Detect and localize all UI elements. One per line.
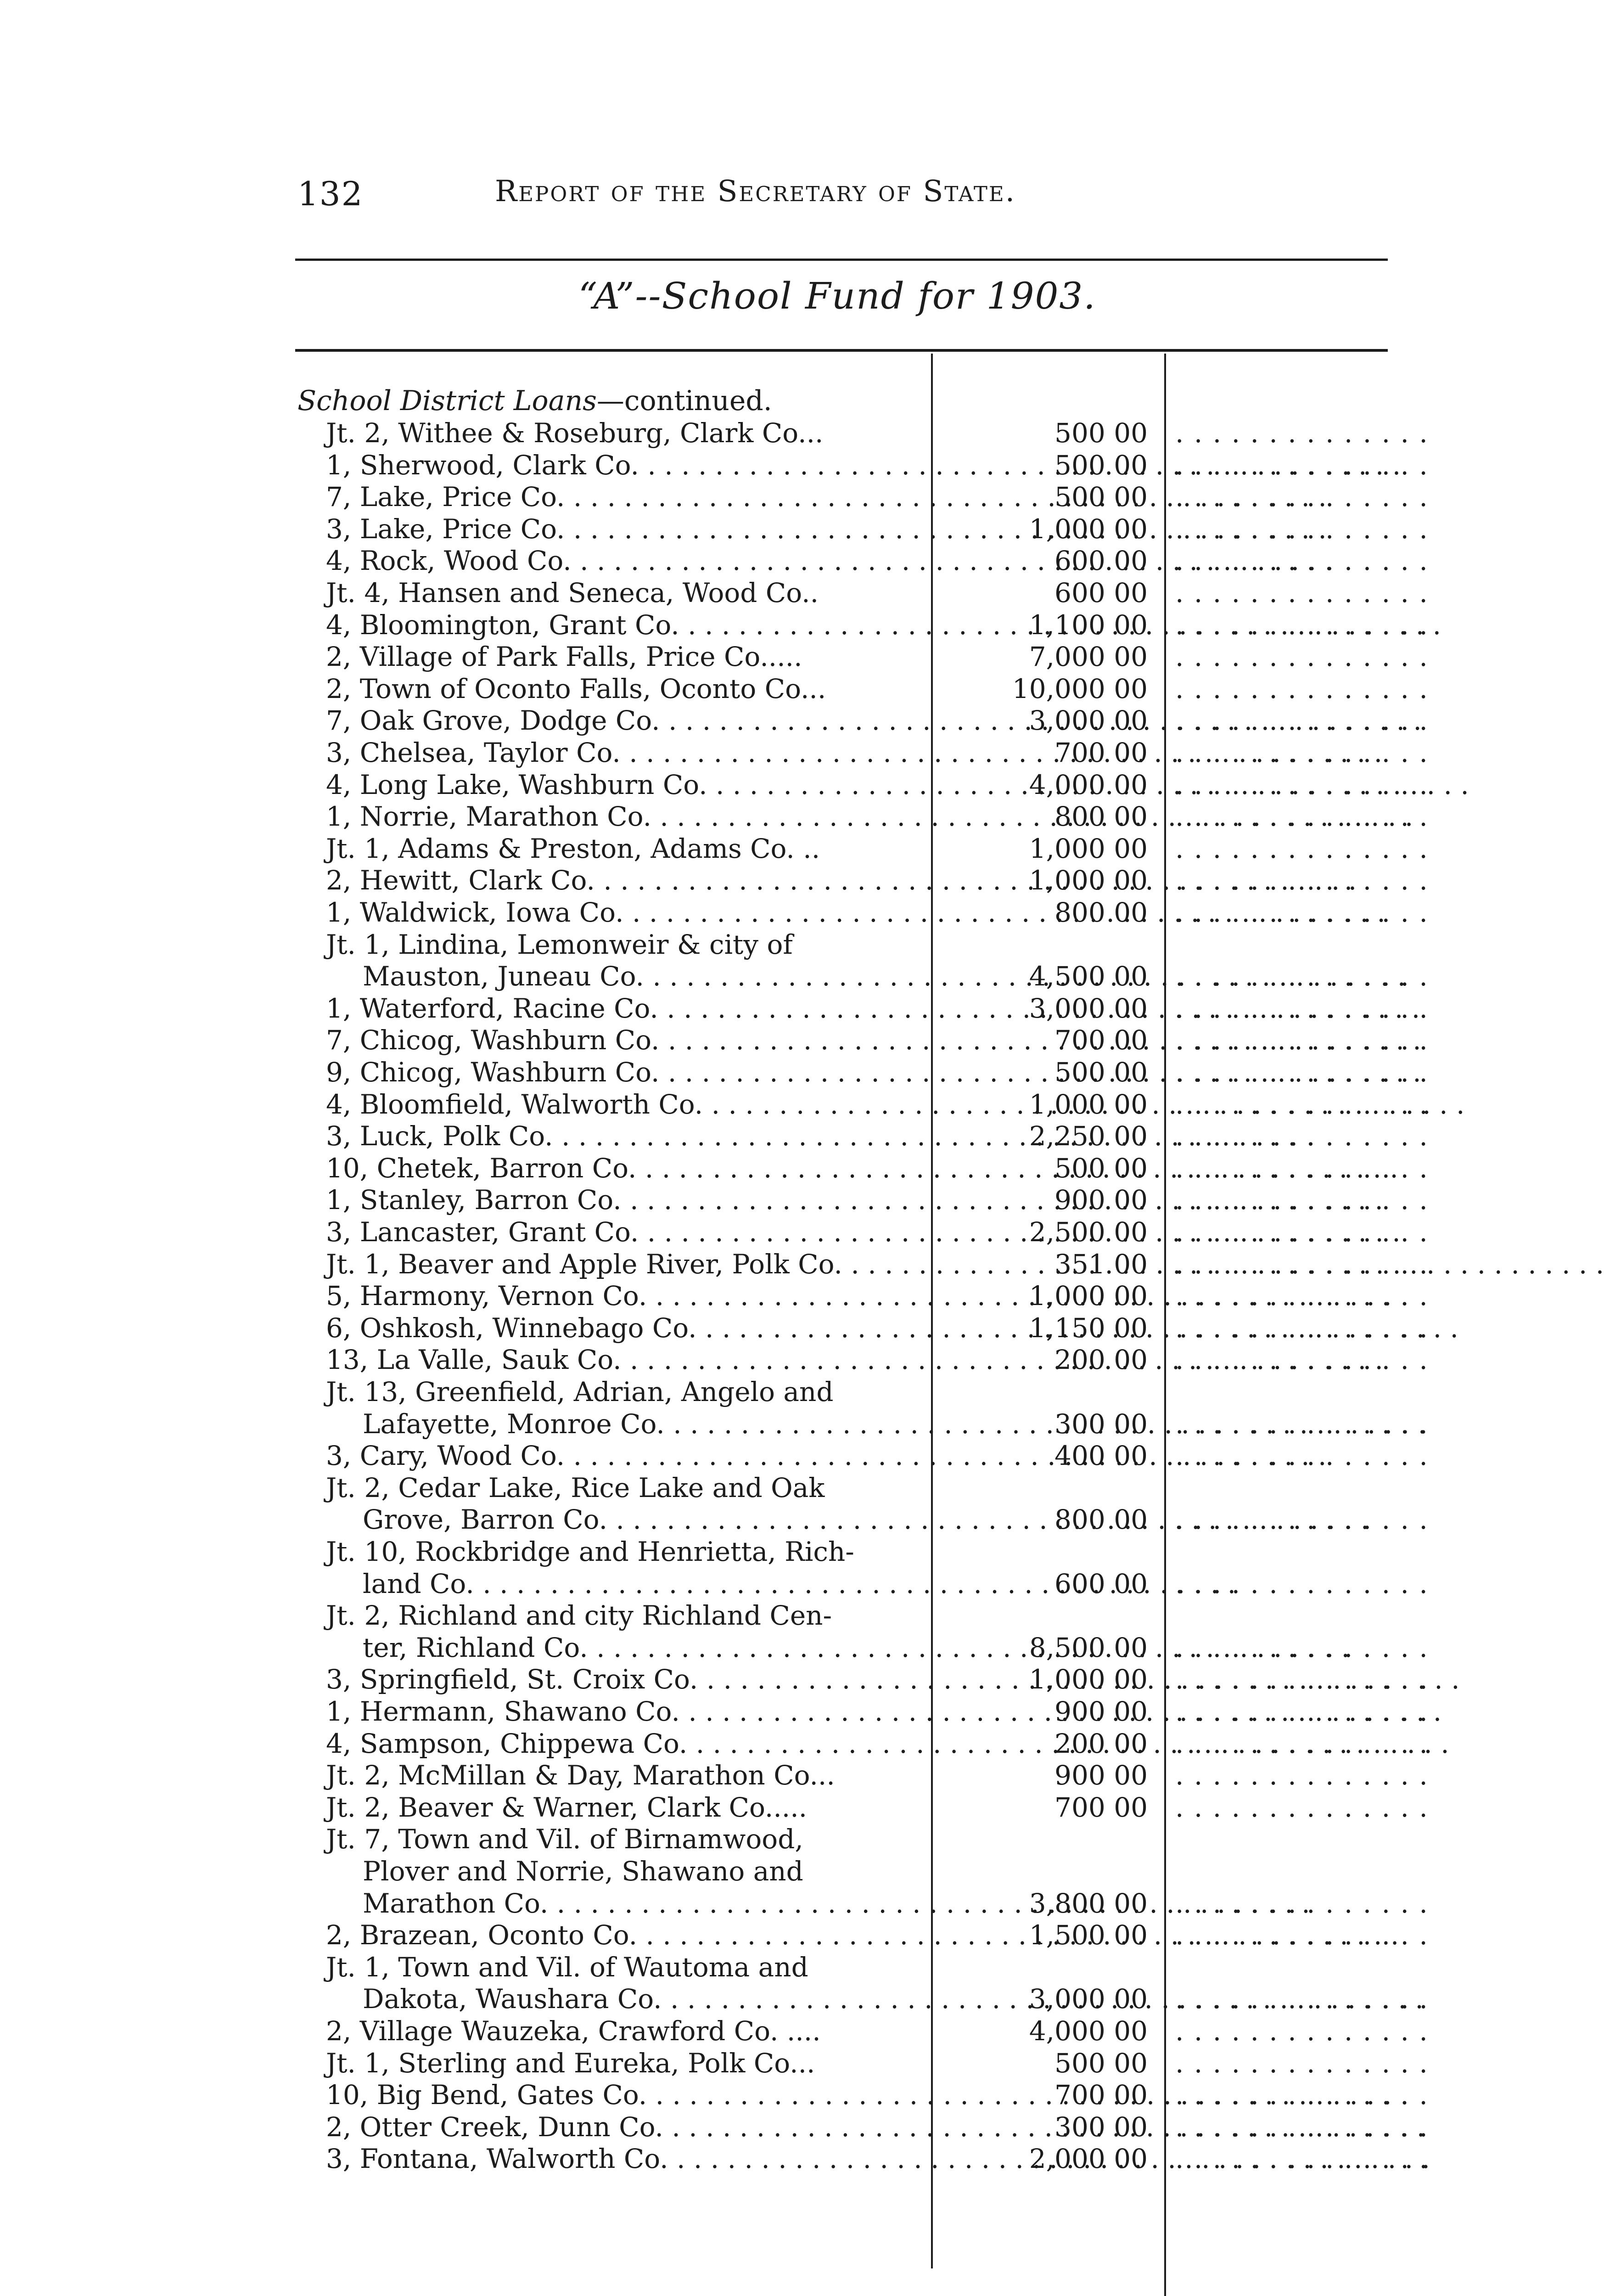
entry-amount: 4,500 00 (1029, 961, 1148, 992)
page-number: 132 (297, 174, 364, 213)
entry-amount: 400 00 (1054, 1440, 1148, 1472)
leader-dots: . . . . . . . . . . . . . . (1175, 1696, 1429, 1727)
entry-label: Jt. 2, Beaver & Warner, Clark Co..... (326, 1791, 808, 1823)
leader-dots: . . . . . . . . . . . . . . (1175, 1983, 1429, 2015)
table-row (0, 417, 1432, 449)
entry-label: 2, Hewitt, Clark Co. . . . (326, 864, 923, 896)
header-rule (295, 259, 1388, 261)
entry-amount: 600 00 (1054, 1568, 1148, 1599)
leader-dots: . . . . . . . . . . . . . . (1175, 769, 1429, 800)
entry-amount: 800 00 (1054, 897, 1148, 928)
table-row (0, 1408, 1432, 1440)
entry-label: Jt. 13, Greenfield, Adrian, Angelo and (326, 1376, 834, 1407)
table-row (0, 1759, 1432, 1791)
entry-amount: 4,000 00 (1029, 2015, 1148, 2047)
leader-dots: . . . . . . . . . . . . . . (1175, 1504, 1429, 1536)
entry-label: 1, Stanley, Barron Co. . . . (326, 1184, 923, 1216)
entry-label: 4, Bloomfield, Walworth Co. . . . (326, 1088, 923, 1120)
leader-dots: . . . . . . . . . . . . . . (1175, 1728, 1429, 1759)
table-row (0, 1951, 1432, 1983)
entry-amount: 700 00 (1054, 2079, 1148, 2111)
entry-label: 3, Luck, Polk Co. . . . (326, 1120, 923, 1152)
leader-dots: . . . . . . . . . . . . . . (1175, 1919, 1429, 1951)
leader-dots: . . . . . . . . . . . . . . (1175, 833, 1429, 864)
table-row (0, 1536, 1432, 1568)
leader-dots: . . . . . . . . . . . . . . (1175, 577, 1429, 608)
table-row (0, 1695, 1432, 1728)
leader-dots: . . . . . . . . . . . . . . (1175, 1344, 1429, 1376)
entry-label: 5, Harmony, Vernon Co. . . . (326, 1280, 923, 1312)
entry-amount: 3,800 00 (1029, 1887, 1148, 1919)
entry-label: Jt. 7, Town and Vil. of Birnamwood, (326, 1823, 803, 1855)
entry-amount: 1,100 00 (1029, 609, 1148, 641)
entry-amount: 3,000 00 (1029, 705, 1148, 737)
entry-amount: 1,000 00 (1029, 833, 1148, 864)
entry-amount: 3,000 00 (1029, 992, 1148, 1024)
leader-dots: . . . . . . . . . . . . . . (1175, 609, 1429, 641)
table-row (0, 2015, 1432, 2047)
table-row (0, 2111, 1432, 2143)
table-row (0, 992, 1432, 1024)
entry-amount: 800 00 (1054, 801, 1148, 833)
entry-amount: 8,500 00 (1029, 1632, 1148, 1663)
table-row (0, 929, 1432, 961)
table-row (0, 1088, 1432, 1120)
table-row (0, 1344, 1432, 1376)
entry-label: 7, Lake, Price Co. . . . (326, 481, 923, 513)
leader-dots: . . . . . . . . . . . . . . (1175, 1280, 1429, 1312)
entry-label-continued: land Co. . . . (363, 1568, 923, 1600)
leader-dots: . . . . . . . . . . . . . . (1175, 1760, 1429, 1791)
entry-amount: 300 00 (1054, 2111, 1148, 2143)
leader-dots: . . . . . . . . . . . . . . (1175, 737, 1429, 768)
entry-amount: 700 00 (1054, 1024, 1148, 1056)
table-row (0, 1887, 1432, 1919)
entry-label-continued: Marathon Co. . . . (363, 1887, 923, 1919)
table-row (0, 1599, 1432, 1632)
leader-dots: . . . . . . . . . . . . . . (1175, 545, 1429, 577)
leader-dots: . . . . . . . . . . . . . . (1175, 1408, 1429, 1440)
entry-amount: 500 00 (1054, 417, 1148, 449)
entry-label: 3, Chelsea, Taylor Co. . . . (326, 737, 923, 769)
section-heading-italic: School District Loans (297, 385, 597, 417)
entry-amount: 1,150 00 (1029, 1312, 1148, 1344)
entry-label: 2, Town of Oconto Falls, Oconto Co... (326, 673, 826, 704)
entry-amount: 500 00 (1054, 2047, 1148, 2079)
entry-label: Jt. 1, Sterling and Eureka, Polk Co... (326, 2047, 815, 2079)
entry-label: 10, Big Bend, Gates Co. . . . (326, 2079, 923, 2111)
leader-dots: . . . . . . . . . . . . . . (1175, 2079, 1429, 2111)
table-row (0, 481, 1432, 513)
entry-label: Jt. 10, Rockbridge and Henrietta, Rich- (326, 1536, 854, 1567)
leader-dots: . . . . . . . . . . . . . . (1175, 513, 1429, 545)
leader-dots: . . . . . . . . . . . . . . (1175, 1887, 1429, 1919)
table-row (0, 1503, 1432, 1536)
leader-dots: . . . . . . . . . . . . . . (1175, 1216, 1429, 1248)
entry-amount: 1,000 00 (1029, 865, 1148, 896)
entry-label: 4, Sampson, Chippewa Co. . . . (326, 1728, 923, 1760)
entry-label: 2, Village Wauzeka, Crawford Co. .... (326, 2015, 821, 2047)
table-row (0, 1216, 1432, 1248)
entry-amount: 1,000 00 (1029, 1088, 1148, 1120)
leader-dots: . . . . . . . . . . . . . . (1175, 1152, 1429, 1184)
entry-amount: 500 00 (1054, 1057, 1148, 1088)
entry-label: 4, Bloomington, Grant Co. . . . (326, 609, 923, 641)
table-row (0, 1376, 1432, 1408)
table-row (0, 673, 1432, 705)
entry-amount: 700 00 (1054, 1791, 1148, 1823)
entry-amount: 2,500 00 (1029, 1216, 1148, 1248)
table-row (0, 641, 1432, 673)
entry-label: Jt. 2, Richland and city Richland Cen- (326, 1600, 832, 1632)
table-row (0, 545, 1432, 577)
table-row (0, 1056, 1432, 1088)
table-row (0, 1728, 1432, 1760)
entry-label-continued: ter, Richland Co. . . . (363, 1632, 923, 1664)
entry-label: 3, Fontana, Walworth Co. . . . (326, 2143, 923, 2175)
leader-dots: . . . . . . . . . . . . . . (1175, 1248, 1429, 1280)
table-row (0, 1983, 1432, 2015)
entry-label: Jt. 2, McMillan & Day, Marathon Co... (326, 1760, 835, 1791)
entry-amount: 7,000 00 (1029, 641, 1148, 673)
running-title: Report of the Secretary of State. (495, 174, 1016, 208)
leader-dots: . . . . . . . . . . . . . . (1175, 2047, 1429, 2079)
entry-amount: 200 00 (1054, 1344, 1148, 1376)
entry-amount: 600 00 (1054, 577, 1148, 608)
table-row (0, 737, 1432, 769)
table-row (0, 1248, 1432, 1280)
entry-amount: 300 00 (1054, 1408, 1148, 1440)
table-row (0, 1280, 1432, 1312)
leader-dots: . . . . . . . . . . . . . . (1175, 417, 1429, 449)
table-row (0, 1791, 1432, 1823)
leader-dots: . . . . . . . . . . . . . . (1175, 992, 1429, 1024)
table-row (0, 864, 1432, 896)
leader-dots: . . . . . . . . . . . . . . (1175, 865, 1429, 896)
leader-dots: . . . . . . . . . . . . . . (1175, 2143, 1429, 2175)
entry-amount: 1,500 00 (1029, 1919, 1148, 1951)
leader-dots: . . . . . . . . . . . . . . (1175, 2015, 1429, 2047)
table-row (0, 1568, 1432, 1600)
table-row (0, 1855, 1432, 1887)
table-row (0, 449, 1432, 481)
table-row (0, 2079, 1432, 2111)
entry-label: 4, Rock, Wood Co. . . . (326, 545, 923, 577)
entry-amount: 1,000 00 (1029, 1664, 1148, 1695)
entry-label: 10, Chetek, Barron Co. . . . (326, 1152, 923, 1184)
entry-amount: 600 00 (1054, 545, 1148, 577)
entry-label: Jt. 2, Cedar Lake, Rice Lake and Oak (326, 1472, 825, 1503)
entry-amount: 900 00 (1054, 1760, 1148, 1791)
leader-dots: . . . . . . . . . . . . . . (1175, 2111, 1429, 2143)
table-title: “A”--School Fund for 1903. (578, 275, 1096, 317)
entry-label: 3, Lake, Price Co. . . . (326, 513, 923, 545)
entry-label: 3, Cary, Wood Co. . . . (326, 1440, 923, 1472)
leader-dots: . . . . . . . . . . . . . . (1175, 897, 1429, 928)
entry-label-continued: Plover and Norrie, Shawano and (363, 1856, 803, 1887)
entry-label: Jt. 4, Hansen and Seneca, Wood Co.. (326, 577, 819, 608)
entry-label: 13, La Valle, Sauk Co. . . . (326, 1344, 923, 1376)
leader-dots: . . . . . . . . . . . . . . (1175, 641, 1429, 673)
leader-dots: . . . . . . . . . . . . . . (1175, 1057, 1429, 1088)
entry-amount: 500 00 (1054, 449, 1148, 481)
entry-label: 2, Brazean, Oconto Co. . . . (326, 1919, 923, 1951)
table-row (0, 609, 1432, 641)
entry-amount: 500 00 (1054, 481, 1148, 513)
entry-amount: 351 00 (1054, 1248, 1148, 1280)
leader-dots: . . . . . . . . . . . . . . (1175, 1440, 1429, 1472)
leader-dots: . . . . . . . . . . . . . . (1175, 961, 1429, 992)
leader-dots: . . . . . . . . . . . . . . (1175, 481, 1429, 513)
entry-amount: 2,250 00 (1029, 1120, 1148, 1152)
leader-dots: . . . . . . . . . . . . . . (1175, 673, 1429, 704)
leader-dots: . . . . . . . . . . . . . . (1175, 1664, 1429, 1695)
leader-dots: . . . . . . . . . . . . . . (1175, 1632, 1429, 1663)
entry-label: Jt. 1, Town and Vil. of Wautoma and (326, 1951, 808, 1983)
table-row (0, 1184, 1432, 1216)
entry-label-continued: Lafayette, Monroe Co. . . . (363, 1408, 923, 1440)
entry-label: 2, Village of Park Falls, Price Co..... (326, 641, 802, 673)
entry-amount: 3,000 00 (1029, 1983, 1148, 2015)
leader-dots: . . . . . . . . . . . . . . (1175, 1120, 1429, 1152)
leader-dots: . . . . . . . . . . . . . . (1175, 1184, 1429, 1216)
entry-amount: 200 00 (1054, 1728, 1148, 1759)
table-row (0, 960, 1432, 992)
table-row (0, 1823, 1432, 1855)
leader-dots: . . . . . . . . . . . . . . (1175, 1791, 1429, 1823)
entry-label: 1, Sherwood, Clark Co. . . . (326, 449, 923, 481)
entry-label: 6, Oshkosh, Winnebago Co. . . . (326, 1312, 923, 1344)
entry-label: 3, Lancaster, Grant Co. . . . (326, 1216, 923, 1248)
entry-amount: 4,000 00 (1029, 769, 1148, 800)
table-row (0, 1663, 1432, 1695)
leader-dots: . . . . . . . . . . . . . . (1175, 705, 1429, 737)
table-row (0, 513, 1432, 545)
entry-amount: 900 00 (1054, 1696, 1148, 1727)
title-rule (295, 349, 1388, 352)
entry-label: 7, Oak Grove, Dodge Co. . . . (326, 704, 923, 737)
entry-amount: 2,000 00 (1029, 2143, 1148, 2175)
entry-label: Jt. 1, Beaver and Apple River, Polk Co. . . . (326, 1248, 923, 1280)
table-row (0, 896, 1432, 929)
table-row (0, 577, 1432, 609)
entry-label: 7, Chicog, Washburn Co. . . . (326, 1024, 923, 1056)
section-heading-suffix: —continued. (596, 385, 772, 417)
table-row (0, 1632, 1432, 1664)
table-row (0, 704, 1432, 737)
entry-label: 1, Hermann, Shawano Co. . . . (326, 1695, 923, 1728)
entry-label: 1, Norrie, Marathon Co. . . . (326, 800, 923, 833)
table-row (0, 1120, 1432, 1152)
table-row (0, 1312, 1432, 1344)
leader-dots: . . . . . . . . . . . . . . (1175, 1088, 1429, 1120)
entry-label: Jt. 1, Adams & Preston, Adams Co. .. (326, 833, 820, 864)
entry-label: 3, Springfield, St. Croix Co. . . . (326, 1663, 923, 1695)
entry-amount: 500 00 (1054, 1152, 1148, 1184)
table-row (0, 1152, 1432, 1184)
entry-label: 1, Waldwick, Iowa Co. . . . (326, 896, 923, 929)
table-row (0, 1440, 1432, 1472)
entry-amount: 900 00 (1054, 1184, 1148, 1216)
entry-amount: 700 00 (1054, 737, 1148, 768)
entry-label: 2, Otter Creek, Dunn Co. . . . (326, 2111, 923, 2143)
entry-label-continued: Dakota, Waushara Co. . . . (363, 1983, 923, 2015)
leader-dots: . . . . . . . . . . . . . . (1175, 1312, 1429, 1344)
entry-amount: 1,000 00 (1029, 1280, 1148, 1312)
entry-label: 1, Waterford, Racine Co. . . . (326, 992, 923, 1024)
table-row (0, 2143, 1432, 2175)
table-row (0, 833, 1432, 865)
table-row (0, 800, 1432, 833)
entry-label: 4, Long Lake, Washburn Co. . . . (326, 769, 923, 801)
entry-label: Jt. 2, Withee & Roseburg, Clark Co... (326, 417, 824, 449)
table-row (0, 1472, 1432, 1504)
entry-label: Jt. 1, Lindina, Lemonweir & city of (326, 929, 793, 960)
entry-amount: 800 00 (1054, 1504, 1148, 1536)
table-row (0, 1919, 1432, 1951)
entry-label-continued: Grove, Barron Co. . . . (363, 1503, 923, 1536)
table-row (0, 769, 1432, 801)
leader-dots: . . . . . . . . . . . . . . (1175, 1024, 1429, 1056)
entry-label-continued: Mauston, Juneau Co. . . . (363, 960, 923, 992)
leader-dots: . . . . . . . . . . . . . . (1175, 449, 1429, 481)
entry-amount: 10,000 00 (1012, 673, 1148, 704)
entry-amount: 1,000 00 (1029, 513, 1148, 545)
leader-dots: . . . . . . . . . . . . . . (1175, 801, 1429, 833)
section-heading (297, 385, 772, 417)
table-row (0, 1024, 1432, 1056)
leader-dots: . . . . . . . . . . . . . . (1175, 1568, 1429, 1599)
entry-label: 9, Chicog, Washburn Co. . . . (326, 1056, 923, 1088)
table-row (0, 2047, 1432, 2079)
